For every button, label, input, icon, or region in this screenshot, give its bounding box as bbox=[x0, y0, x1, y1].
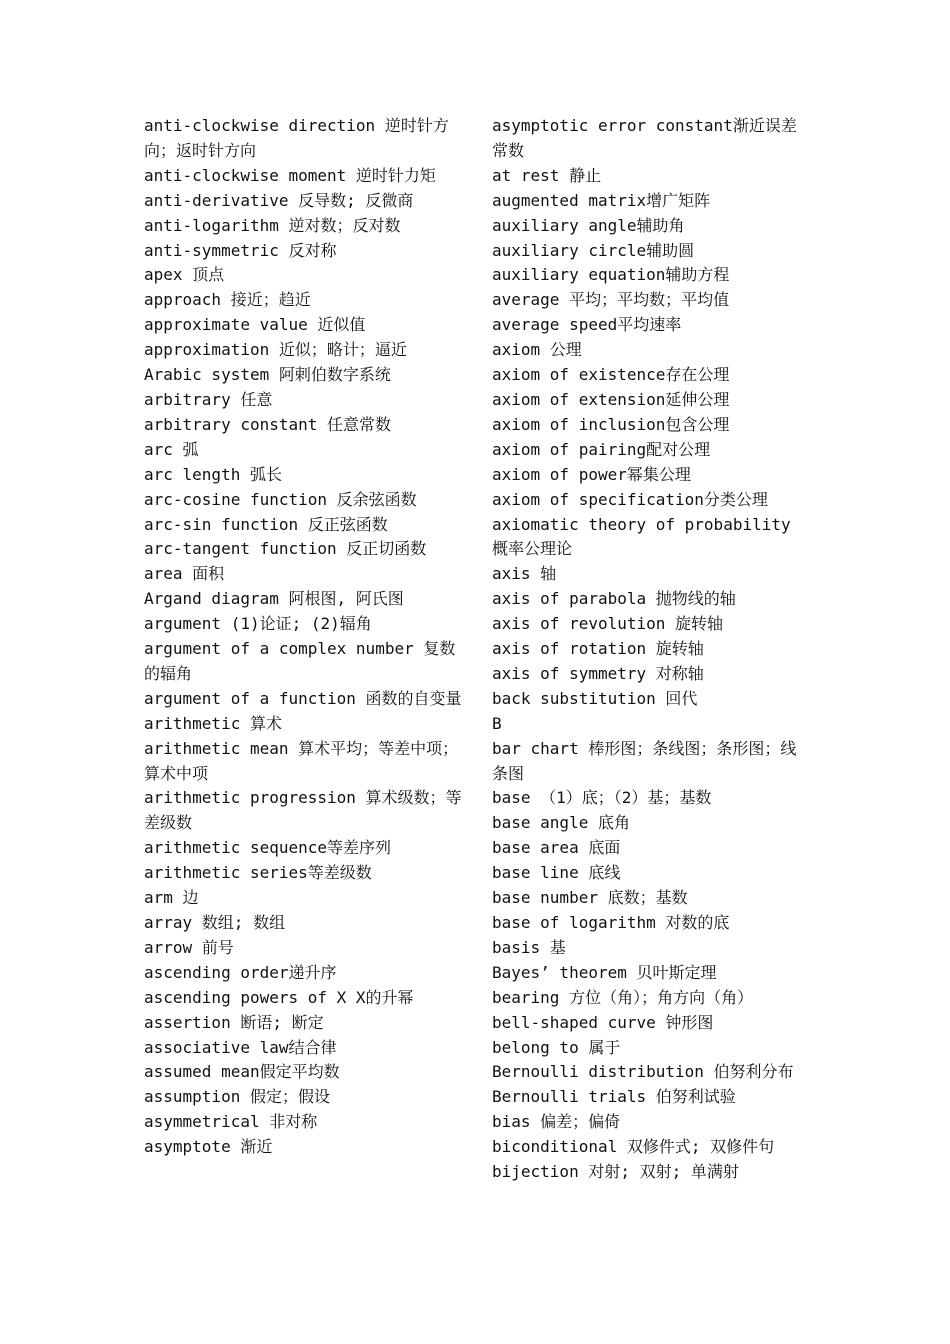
glossary-entry: approach 接近；趋近 bbox=[144, 290, 311, 310]
glossary-entry: arithmetic progression 算术级数；等差级数 bbox=[144, 788, 462, 833]
glossary-entry: Arabic system 阿剌伯数字系统 bbox=[144, 365, 391, 385]
glossary-entry: arbitrary 任意 bbox=[144, 389, 273, 409]
glossary-entry: anti-clockwise moment 逆时针力矩 bbox=[144, 165, 436, 185]
glossary-entry: apex 顶点 bbox=[144, 265, 225, 285]
glossary-entry: approximate value 近似值 bbox=[144, 315, 366, 335]
glossary-entry: arithmetic sequence等差序列 bbox=[144, 838, 392, 858]
glossary-entry: asymptote 渐近 bbox=[144, 1137, 273, 1157]
glossary-entry: asymmetrical 非对称 bbox=[144, 1112, 318, 1132]
glossary-entry: at rest 静止 bbox=[492, 165, 602, 185]
glossary-entry: augmented matrix增广矩阵 bbox=[492, 190, 711, 210]
glossary-entry: arithmetic 算术 bbox=[144, 713, 282, 733]
glossary-entry: arm 边 bbox=[144, 888, 199, 908]
glossary-entry: argument of a function 函数的自变量 bbox=[144, 688, 462, 708]
glossary-entry: base angle 底角 bbox=[492, 813, 630, 833]
glossary-entry: bearing 方位（角）；角方向（角） bbox=[492, 987, 754, 1007]
glossary-entry: axiom of inclusion包含公理 bbox=[492, 414, 730, 434]
glossary-entry: arithmetic series等差级数 bbox=[144, 863, 372, 883]
glossary-entry: axiom of pairing配对公理 bbox=[492, 439, 711, 459]
glossary-entry: assumed mean假定平均数 bbox=[144, 1062, 340, 1082]
glossary-entry: asymptotic error constant渐近误差常数 bbox=[492, 116, 797, 160]
glossary-entry: axiom of extension延伸公理 bbox=[492, 389, 730, 409]
glossary-entry: average 平均；平均数；平均值 bbox=[492, 290, 730, 310]
glossary-entry: axiom 公理 bbox=[492, 340, 582, 360]
glossary-entry: auxiliary equation辅助方程 bbox=[492, 265, 730, 285]
glossary-entry: argument of a complex number 复数的辐角 bbox=[144, 639, 456, 683]
glossary-entry: assertion 断语; 断定 bbox=[144, 1012, 324, 1032]
glossary-entry: anti-symmetric 反对称 bbox=[144, 240, 337, 260]
glossary-entry: Bernoulli trials 伯努利试验 bbox=[492, 1087, 736, 1107]
glossary-entry: arc-sin function 反正弦函数 bbox=[144, 514, 388, 534]
glossary-entry: arc-cosine function 反余弦函数 bbox=[144, 489, 417, 509]
glossary-entry: basis 基 bbox=[492, 937, 566, 957]
glossary-entry: axiomatic theory of probability 概率公理论 bbox=[492, 514, 791, 559]
glossary-entry: axis of parabola 抛物线的轴 bbox=[492, 589, 736, 609]
glossary-entry: arbitrary constant 任意常数 bbox=[144, 414, 392, 434]
glossary-entry: Bayes’ theorem 贝叶斯定理 bbox=[492, 962, 717, 982]
glossary-entry: belong to 属于 bbox=[492, 1037, 621, 1057]
glossary-entry: bar chart 棒形图；条线图；条形图；线条图 bbox=[492, 738, 797, 783]
glossary-entry: arithmetic mean 算术平均；等差中项；算术中项 bbox=[144, 738, 459, 783]
glossary-entry: arc length 弧长 bbox=[144, 464, 282, 484]
glossary-entry: anti-logarithm 逆对数；反对数 bbox=[144, 215, 401, 235]
glossary-entry: bijection 对射; 双射; 单满射 bbox=[492, 1162, 739, 1182]
glossary-entry: axis of symmetry 对称轴 bbox=[492, 663, 704, 683]
glossary-entry: anti-derivative 反导数; 反微商 bbox=[144, 190, 414, 210]
glossary-entry: Bernoulli distribution 伯努利分布 bbox=[492, 1062, 794, 1082]
glossary-entry: axis of revolution 旋转轴 bbox=[492, 614, 724, 634]
glossary-entry: biconditional 双修件式; 双修件句 bbox=[492, 1137, 775, 1157]
glossary-entry: arc 弧 bbox=[144, 439, 199, 459]
glossary-entry: assumption 假定；假设 bbox=[144, 1087, 330, 1107]
glossary-entry: axiom of specification分类公理 bbox=[492, 489, 768, 509]
glossary-entry: B bbox=[492, 713, 502, 733]
glossary-entry: base of logarithm 对数的底 bbox=[492, 913, 730, 932]
right-column bbox=[492, 114, 812, 1185]
glossary-entry: base number 底数；基数 bbox=[492, 888, 688, 908]
glossary-entry: array 数组; 数组 bbox=[144, 913, 286, 932]
glossary-entry: auxiliary circle辅助圆 bbox=[492, 240, 695, 260]
glossary-entry: auxiliary angle辅助角 bbox=[492, 215, 685, 235]
glossary-entry: base area 底面 bbox=[492, 838, 621, 858]
glossary-entry: average speed平均速率 bbox=[492, 315, 682, 335]
glossary-entry: ascending powers of X X的升幂 bbox=[144, 987, 414, 1007]
glossary-entry: base line 底线 bbox=[492, 863, 621, 883]
glossary-entry: axis 轴 bbox=[492, 564, 557, 584]
glossary-entry: argument (1)论证; (2)辐角 bbox=[144, 614, 372, 634]
glossary-entry: ascending order递升序 bbox=[144, 962, 337, 982]
glossary-entry: bell-shaped curve 钟形图 bbox=[492, 1012, 714, 1032]
glossary-entry: arrow 前号 bbox=[144, 937, 234, 957]
glossary-entry: back substitution 回代 bbox=[492, 688, 698, 708]
glossary-entry: bias 偏差；偏倚 bbox=[492, 1112, 621, 1132]
glossary-entry: arc-tangent function 反正切函数 bbox=[144, 539, 427, 559]
glossary-entry: axiom of power幂集公理 bbox=[492, 464, 691, 484]
glossary-entry: Argand diagram 阿根图, 阿氏图 bbox=[144, 589, 404, 609]
glossary-entry: associative law结合律 bbox=[144, 1037, 337, 1057]
glossary-entry: approximation 近似；略计；逼近 bbox=[144, 340, 407, 360]
glossary-entry: axis of rotation 旋转轴 bbox=[492, 639, 704, 659]
glossary-entry: area 面积 bbox=[144, 564, 225, 584]
left-column bbox=[144, 114, 464, 1160]
glossary-entry: axiom of existence存在公理 bbox=[492, 365, 730, 385]
glossary-entry: anti-clockwise direction 逆时针方向；返时针方向 bbox=[144, 116, 449, 160]
glossary-entry: base （1）底；（2）基；基数 bbox=[492, 788, 712, 808]
